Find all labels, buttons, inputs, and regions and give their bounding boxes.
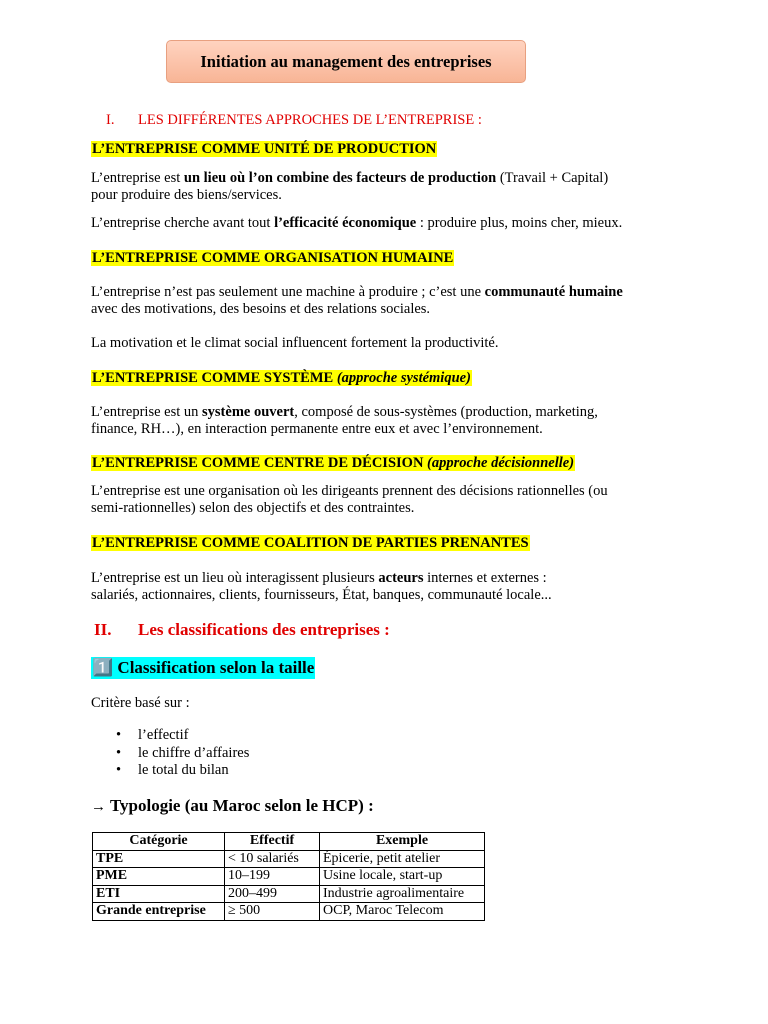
heading-coalition-text: L’ENTREPRISE COMME COALITION DE PARTIES PRENANTES	[92, 535, 529, 551]
text: avec des motivations, des besoins et des relations sociales.	[91, 301, 431, 317]
text: pour produire des biens/services.	[91, 187, 282, 203]
list-item-text: le total du bilan	[138, 762, 229, 778]
list-item	[116, 762, 249, 780]
text: : produire plus, moins cher, mieux.	[416, 215, 623, 231]
table-cell: 200–499	[225, 885, 320, 903]
text: L’entreprise est	[91, 170, 184, 186]
heading-note: (approche systémique)	[336, 370, 471, 386]
bullet-icon: •	[116, 762, 122, 778]
text: L’entreprise est un lieu où interagissent plusieurs	[91, 570, 379, 586]
section-1-title: LES DIFFÉRENTES APPROCHES DE L’ENTREPRISE :	[138, 112, 482, 128]
list-item-text: le chiffre d’affaires	[138, 744, 250, 761]
text: finance, RH…), en interaction permanente entre eux et avec l’environnement.	[91, 421, 543, 437]
table-cell: ETI	[93, 885, 225, 903]
table-cell: Industrie agroalimentaire	[320, 885, 485, 903]
paragraph-humaine-1	[91, 284, 691, 318]
table-row	[93, 903, 485, 921]
heading-systeme-text	[91, 370, 472, 386]
heading-production	[91, 141, 437, 158]
heading-humaine-text: L’ENTREPRISE COMME ORGANISATION HUMAINE	[92, 250, 454, 266]
section-2-number: II.	[94, 620, 112, 639]
bold-text: communauté humaine	[484, 284, 623, 300]
table-cell: PME	[93, 868, 225, 886]
paragraph-systeme-1	[91, 404, 691, 438]
bold-text: un lieu où l’on combine des facteurs de production	[183, 170, 497, 186]
text: semi-rationnelles) selon des objectifs et des contraintes.	[91, 500, 415, 516]
heading-main: L’ENTREPRISE COMME SYSTÈME	[92, 370, 337, 386]
typology-heading	[91, 796, 374, 816]
table-cell: OCP, Maroc Telecom	[320, 903, 485, 921]
table-cell: 10–199	[225, 868, 320, 886]
heading-decision-text	[91, 455, 575, 471]
table-cell: TPE	[93, 850, 225, 868]
bullet-icon: •	[116, 727, 122, 743]
table-header-cell: Effectif	[225, 833, 320, 851]
list-item	[116, 727, 249, 745]
text: salariés, actionnaires, clients, fournisseurs, État, banques, communauté locale...	[91, 587, 552, 603]
typology-heading-text: Typologie (au Maroc selon le HCP) :	[106, 796, 374, 815]
table-row	[93, 885, 485, 903]
paragraph-decision-1	[91, 483, 691, 517]
text: , composé de sous-systèmes (production, marketing,	[294, 404, 598, 420]
text: L’entreprise cherche avant tout	[91, 215, 275, 231]
heading-note: (approche décisionnelle)	[427, 455, 575, 471]
table-cell: ≥ 500	[225, 903, 320, 921]
paragraph-humaine-2	[91, 335, 691, 352]
arrow-icon: →	[91, 799, 106, 815]
list-item	[116, 745, 249, 763]
bullet-icon: •	[116, 744, 122, 761]
document-title-text: Initiation au management des entreprises	[200, 51, 492, 71]
bold-text: l’efficacité économique	[274, 215, 417, 231]
text: (Travail + Capital)	[496, 170, 609, 186]
heading-systeme	[91, 370, 472, 387]
subheading-classification-text: 1️⃣ Classification selon la taille	[92, 658, 315, 677]
heading-main: L’ENTREPRISE COMME CENTRE DE DÉCISION	[92, 455, 428, 471]
table-row	[93, 868, 485, 886]
table-header-cell: Catégorie	[93, 833, 225, 851]
paragraph-production-1	[91, 170, 691, 204]
section-2-heading	[94, 620, 390, 640]
heading-production-text: L’ENTREPRISE COMME UNITÉ DE PRODUCTION	[92, 141, 437, 157]
section-1-heading	[106, 112, 482, 129]
bold-text: système ouvert	[202, 404, 295, 420]
text: L’entreprise est un	[91, 404, 203, 420]
section-1-number: I.	[106, 112, 115, 128]
section-2-title: Les classifications des entreprises :	[138, 620, 390, 639]
bold-text: acteurs	[378, 570, 424, 586]
document-title	[166, 40, 526, 83]
heading-decision	[91, 455, 575, 472]
text: L’entreprise est une organisation où les dirigeants prennent des décisions rationnelles (ou	[91, 483, 608, 499]
heading-coalition	[91, 535, 530, 552]
table-header-row	[93, 833, 485, 851]
table-cell: Usine locale, start-up	[320, 868, 485, 886]
text: internes et externes :	[423, 570, 547, 586]
heading-humaine	[91, 250, 454, 267]
criteria-list	[116, 727, 249, 780]
text: Critère basé sur :	[91, 695, 190, 711]
table-cell: Épicerie, petit atelier	[320, 850, 485, 868]
typology-table	[92, 832, 485, 921]
paragraph-coalition-1	[91, 570, 691, 604]
criteria-label	[91, 695, 691, 712]
subheading-classification-taille	[91, 657, 315, 679]
table-row	[93, 850, 485, 868]
paragraph-production-2	[91, 215, 691, 232]
table-header-cell: Exemple	[320, 833, 485, 851]
text: La motivation et le climat social influencent fortement la productivité.	[91, 335, 499, 351]
table-cell: Grande entreprise	[93, 903, 225, 921]
list-item-text: l’effectif	[138, 727, 189, 743]
table-cell: < 10 salariés	[225, 850, 320, 868]
text: L’entreprise n’est pas seulement une machine à produire ; c’est une	[91, 284, 485, 300]
